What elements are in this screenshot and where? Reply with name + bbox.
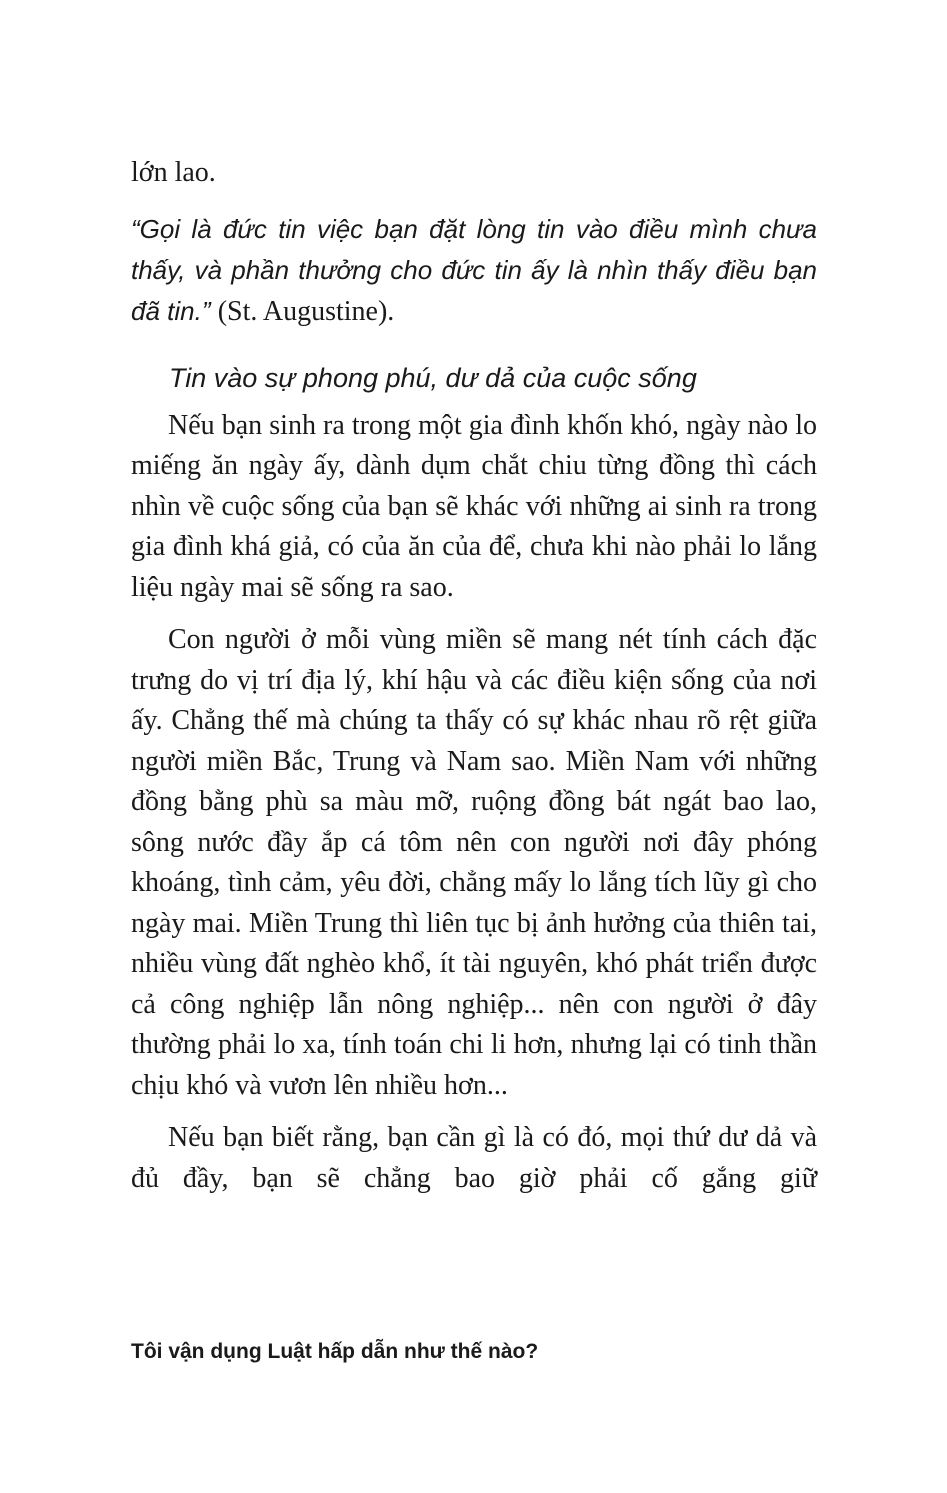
- paragraph-3: Nếu bạn biết rằng, bạn cần gì là có đó, mọi thứ dư dả và đủ đầy, bạn sẽ chẳng bao giờ phải cố gắng giữ: [131, 1122, 817, 1194]
- paragraph-1: Nếu bạn sinh ra trong một gia đình khốn khó, ngày nào lo miếng ăn ngày ấy, dành dụm chắt chiu từng đồng thì cách nhìn về cuộc sống của bạn sẽ khác với những ai sinh ra trong gia đình khá giả, có của ăn của để, chưa khi nào phải lo lắng liệu ngày mai sẽ sống ra sao.: [131, 409, 817, 603]
- continuation-text: lớn lao.: [131, 157, 216, 188]
- running-footer-title: Tôi vận dụng Luật hấp dẫn như thế nào?: [131, 1340, 539, 1363]
- section-heading: Tin vào sự phong phú, dư dả của cuộc sống: [169, 362, 697, 393]
- quote-block: [131, 209, 817, 332]
- quote-text: “Gọi là đức tin việc bạn đặt lòng tin vào điều mình chưa thấy, và phần thưởng cho đức tin ấy là nhìn thấy điều bạn đã tin.”: [131, 213, 817, 326]
- paragraph-2: Con người ở mỗi vùng miền sẽ mang nét tính cách đặc trưng do vị trí địa lý, khí hậu và các điều kiện sống của nơi ấy. Chẳng thế mà chúng ta thấy có sự khác nhau rõ rệt giữa người miền Bắc, Trung và Nam sao. Miền Nam với những đồng bằng phù sa màu mỡ, ruộng đồng bát ngát bao lao, sông nước đầy ắp cá tôm nên con người nơi đây phóng khoáng, tình cảm, yêu đời, chẳng mấy lo lắng tích lũy gì cho ngày mai. Miền Trung thì liên tục bị ảnh hưởng của thiên tai, nhiều vùng đất nghèo khổ, ít tài nguyên, khó phát triển được cả công nghiệp lẫn nông nghiệp... nên con người ở đây thường phải lo xa, tính toán chi li hơn, nhưng lại có tinh thần chịu khó và vươn lên nhiều hơn...: [131, 624, 817, 1101]
- quote-attribution: (St. Augustine).: [217, 295, 395, 327]
- page-body: [131, 150, 817, 1199]
